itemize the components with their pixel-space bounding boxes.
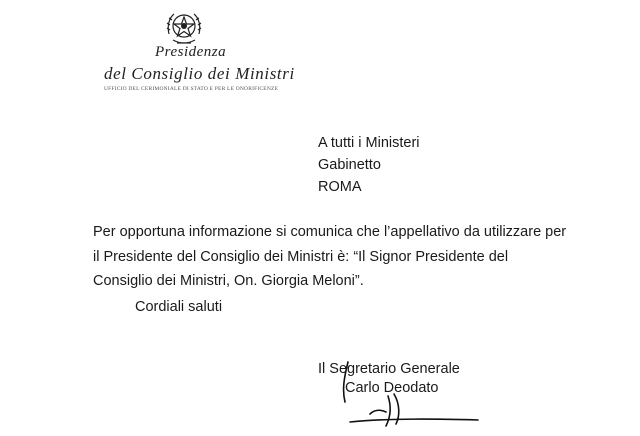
signatory-name: Carlo Deodato (345, 380, 439, 396)
handwritten-signature-icon (330, 360, 500, 431)
office-subtitle: UFFICIO DEL CERIMONIALE DI STATO E PER LE ONORIFICENZE (104, 86, 279, 92)
signatory-title: Il Segretario Generale (318, 361, 460, 377)
recipient-line: Gabinetto (318, 157, 381, 173)
institution-name-line2: del Consiglio dei Ministri (104, 64, 295, 83)
institution-name-line1: Presidenza (155, 44, 227, 60)
recipient-line: A tutti i Ministeri (318, 135, 420, 151)
recipient-city: ROMA (318, 179, 362, 195)
letter-body: Per opportuna informazione si comunica che l’appellativo da utilizzare per il Presidente del Consiglio dei Ministri è: “Il Signor Presidente del Consiglio dei Ministri, On. Giorgia Meloni”. (93, 224, 567, 289)
closing-salutation: Cordiali saluti (135, 299, 223, 315)
